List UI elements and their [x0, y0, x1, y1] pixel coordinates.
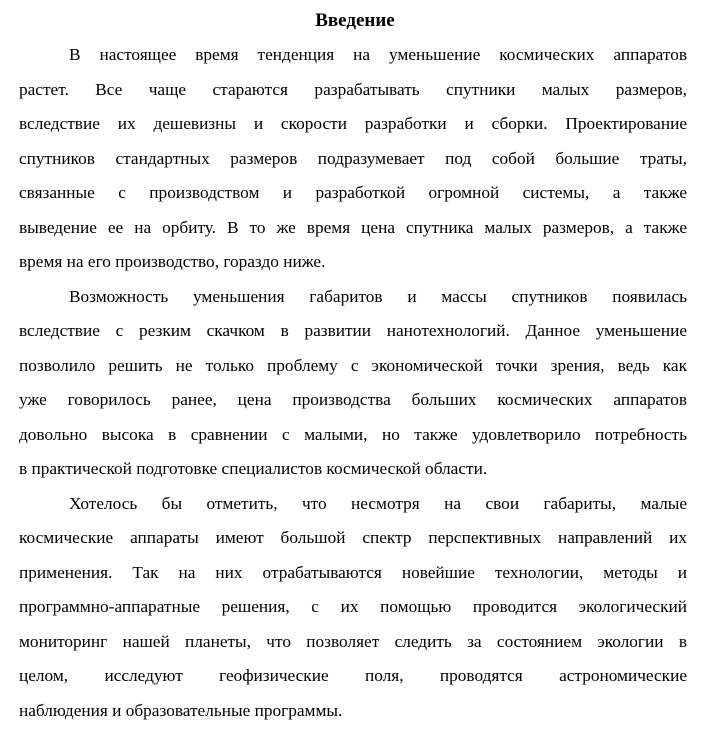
document-title: Введение [315, 10, 395, 31]
paragraph [19, 280, 687, 487]
text-line: растет. Все чаще стараются разрабатывать спутники малых размеров, [19, 79, 687, 99]
text-line: программно-аппаратные решения, с их помощью проводится экологический [19, 597, 687, 616]
text-line: вследствие с резким скачком в развитии нанотехнологий. Данное уменьшение [19, 321, 687, 340]
text-line: вследствие их дешевизны и скорости разработки и сборки. Проектирование [19, 114, 687, 133]
text-line: применения. Так на них отрабатываются новейшие технологии, методы и [19, 562, 687, 582]
text-line: целом, исследуют геофизические поля, проводятся астрономические [19, 666, 687, 685]
paragraph [19, 487, 687, 729]
paragraph [19, 38, 687, 280]
text-line: мониторинг нашей планеты, что позволяет следить за состоянием экологии в [19, 631, 687, 651]
text-line: связанные с производством и разработкой огромной системы, а также [19, 183, 687, 202]
document-body [19, 38, 687, 728]
text-line: довольно высока в сравнении с малыми, но также удовлетворило потребность [19, 424, 687, 444]
text-line: космические аппараты имеют большой спектр перспективных направлений их [19, 528, 687, 547]
text-line: в практической подготовке специалистов космической области. [19, 459, 488, 478]
text-line: спутников стандартных размеров подразумевает под собой большие траты, [19, 148, 687, 168]
text-line: В настоящее время тенденция на уменьшение космических аппаратов [69, 45, 687, 64]
text-line: Возможность уменьшения габаритов и массы спутников появилась [69, 286, 687, 306]
text-line: позволило решить не только проблему с экономической точки зрения, ведь как [19, 355, 687, 375]
text-line: Хотелось бы отметить, что несмотря на свои габариты, малые [69, 493, 687, 513]
text-line: наблюдения и образовательные программы. [19, 700, 343, 720]
text-line: выведение ее на орбиту. В то же время цена спутника малых размеров, а также [19, 217, 687, 237]
text-line: время на его производство, гораздо ниже. [19, 252, 326, 271]
text-line: уже говорилось ранее, цена производства больших космических аппаратов [19, 390, 687, 409]
